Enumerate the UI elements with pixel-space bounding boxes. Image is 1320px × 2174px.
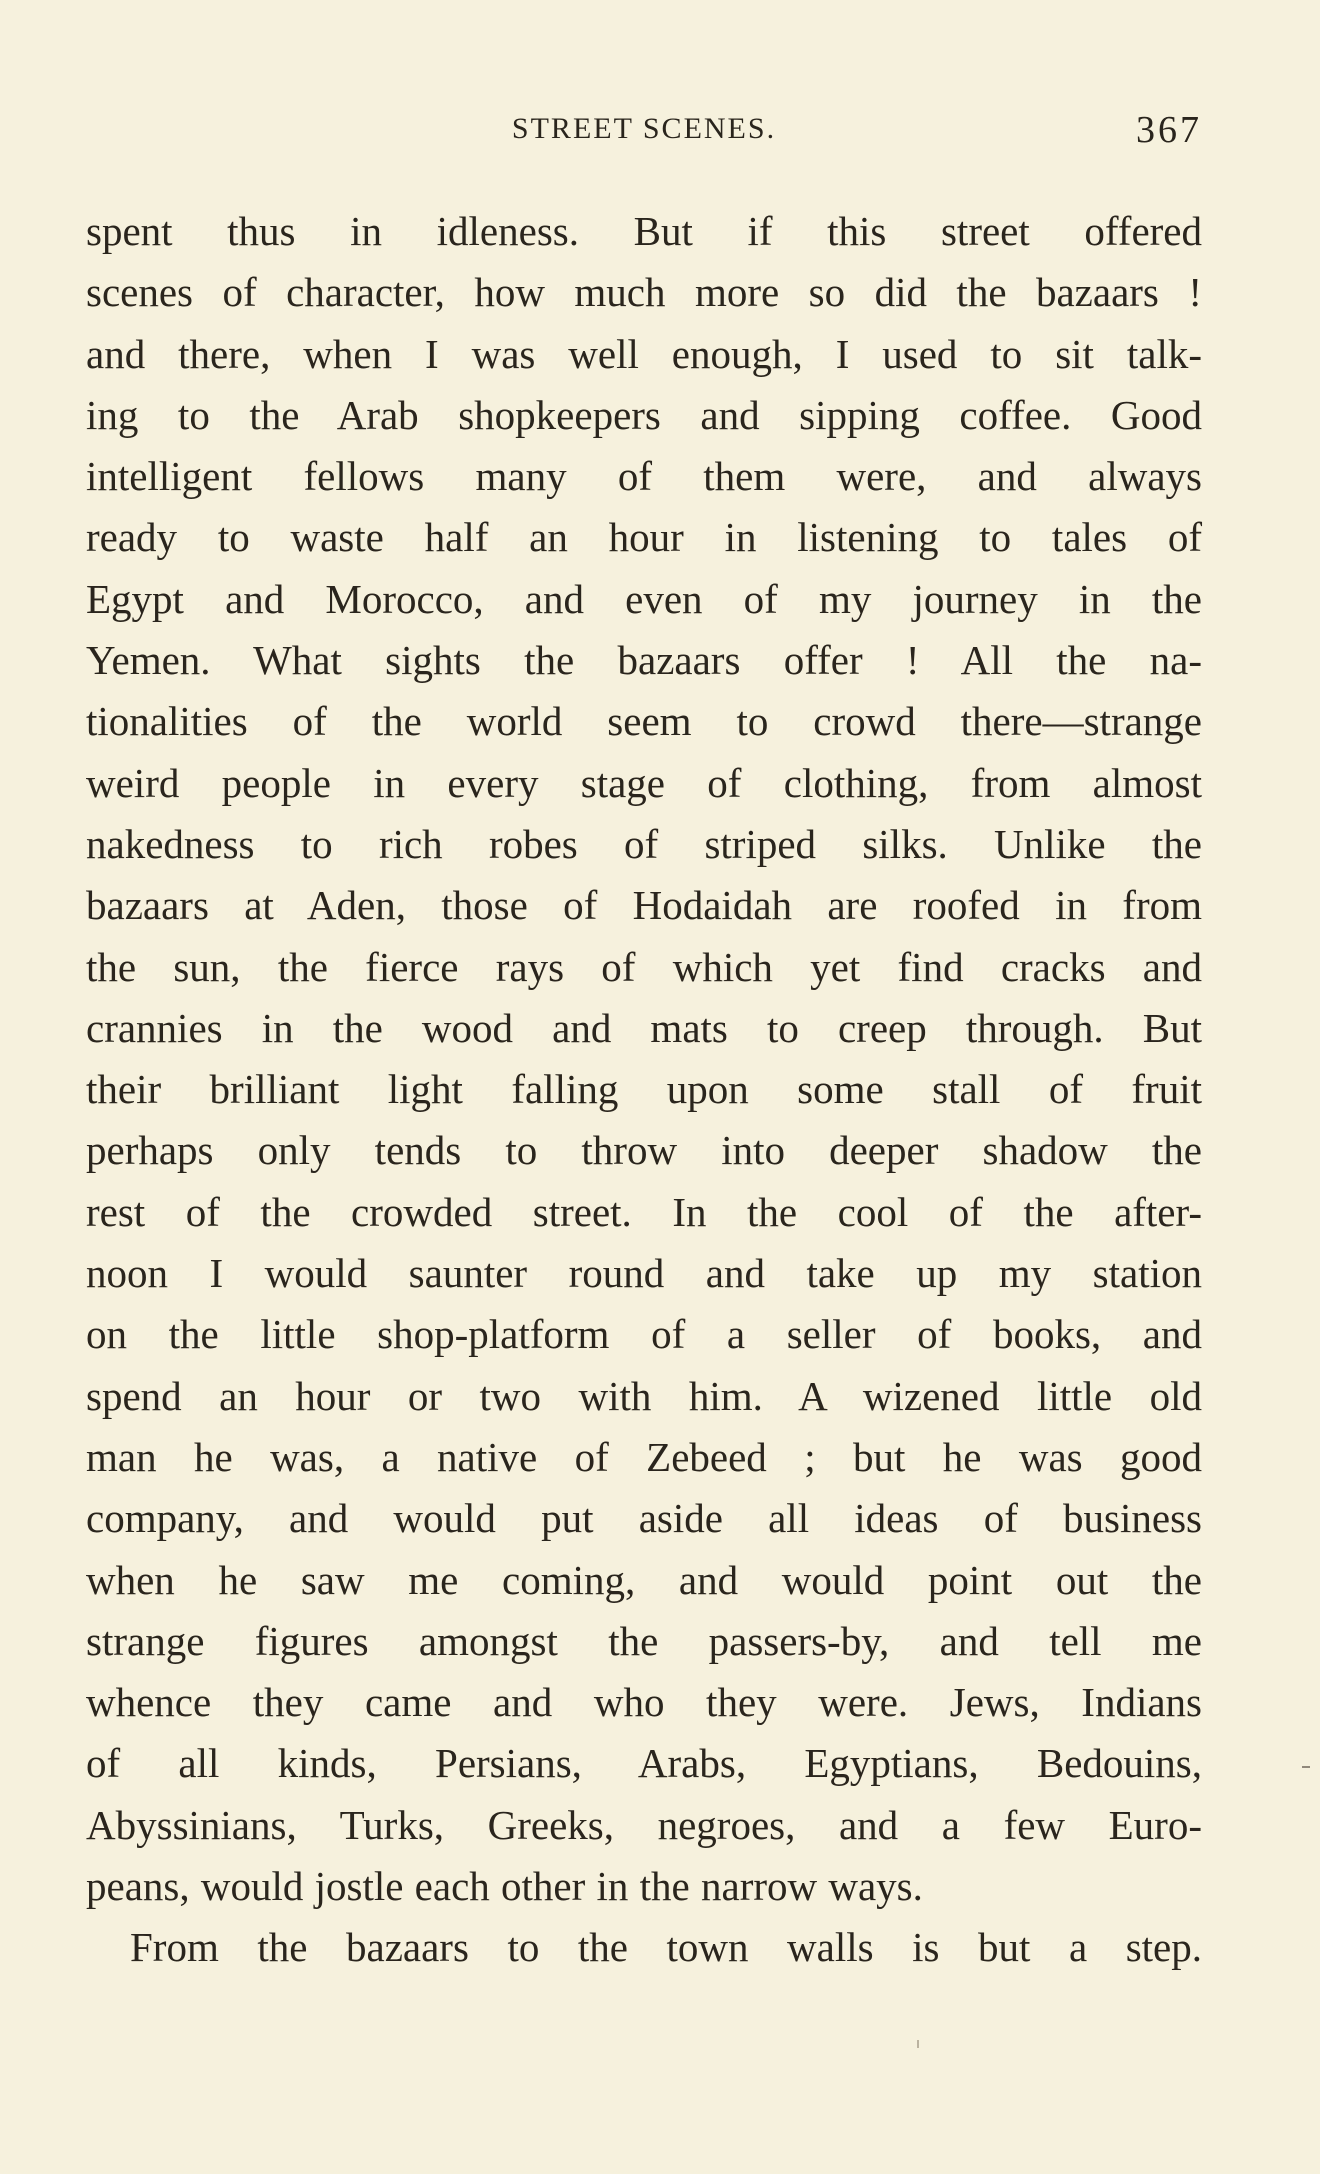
text-line: whence they came and who they were. Jews, Indians <box>86 1679 1202 1726</box>
text-line: noon I would saunter round and take up my station <box>86 1250 1202 1297</box>
text-line: intelligent fellows many of them were, and always <box>86 453 1202 500</box>
text-line: when he saw me coming, and would point out the <box>86 1556 1202 1603</box>
text-line: Abyssinians, Turks, Greeks, negroes, and a few Euro- <box>86 1801 1202 1848</box>
text-line: crannies in the wood and mats to creep through. But <box>86 1004 1202 1051</box>
text-line: of all kinds, Persians, Arabs, Egyptians, Bedouins, <box>86 1740 1202 1787</box>
text-line: on the little shop-platform of a seller of books, and <box>86 1311 1202 1358</box>
page-header <box>86 109 1202 158</box>
text-line: their brilliant light falling upon some stall of fruit <box>86 1066 1202 1113</box>
margin-mark <box>1302 1766 1310 1768</box>
text-line: company, and would put aside all ideas of business <box>86 1495 1202 1542</box>
text-line: and there, when I was well enough, I used to sit talk- <box>86 330 1202 377</box>
text-line: man he was, a native of Zebeed ; but he was good <box>86 1433 1202 1480</box>
text-line: nakedness to rich robes of striped silks. Unlike the <box>86 820 1202 867</box>
page-number: 367 <box>1136 109 1202 151</box>
text-line: spend an hour or two with him. A wizened little old <box>86 1372 1202 1419</box>
text-line: scenes of character, how much more so did the bazaars ! <box>86 269 1202 316</box>
text-line: ready to waste half an hour in listening to tales of <box>86 514 1202 561</box>
text-line: tionalities of the world seem to crowd there—strange <box>86 698 1202 745</box>
running-head: STREET SCENES. <box>511 112 777 145</box>
text-line: the sun, the fierce rays of which yet find cracks and <box>86 943 1202 990</box>
text-line: rest of the crowded street. In the cool of the after- <box>86 1188 1202 1235</box>
text-line: Egypt and Morocco, and even of my journey in the <box>86 575 1202 622</box>
scan-mark <box>917 2040 919 2048</box>
paragraph-start-line: From the bazaars to the town walls is but a step. <box>130 1924 1202 1971</box>
text-line: perhaps only tends to throw into deeper shadow the <box>86 1127 1202 1174</box>
body-text <box>86 201 1202 1979</box>
text-line: weird people in every stage of clothing, from almost <box>86 759 1202 806</box>
text-line: spent thus in idleness. But if this street offered <box>86 208 1202 254</box>
text-line: peans, would jostle each other in the narrow ways. <box>86 1863 923 1910</box>
text-line: ing to the Arab shopkeepers and sipping coffee. Good <box>86 391 1202 438</box>
text-line: Yemen. What sights the bazaars offer ! All the na- <box>86 637 1202 684</box>
text-line: bazaars at Aden, those of Hodaidah are roofed in from <box>86 882 1202 929</box>
text-line: strange figures amongst the passers-by, and tell me <box>86 1617 1202 1664</box>
